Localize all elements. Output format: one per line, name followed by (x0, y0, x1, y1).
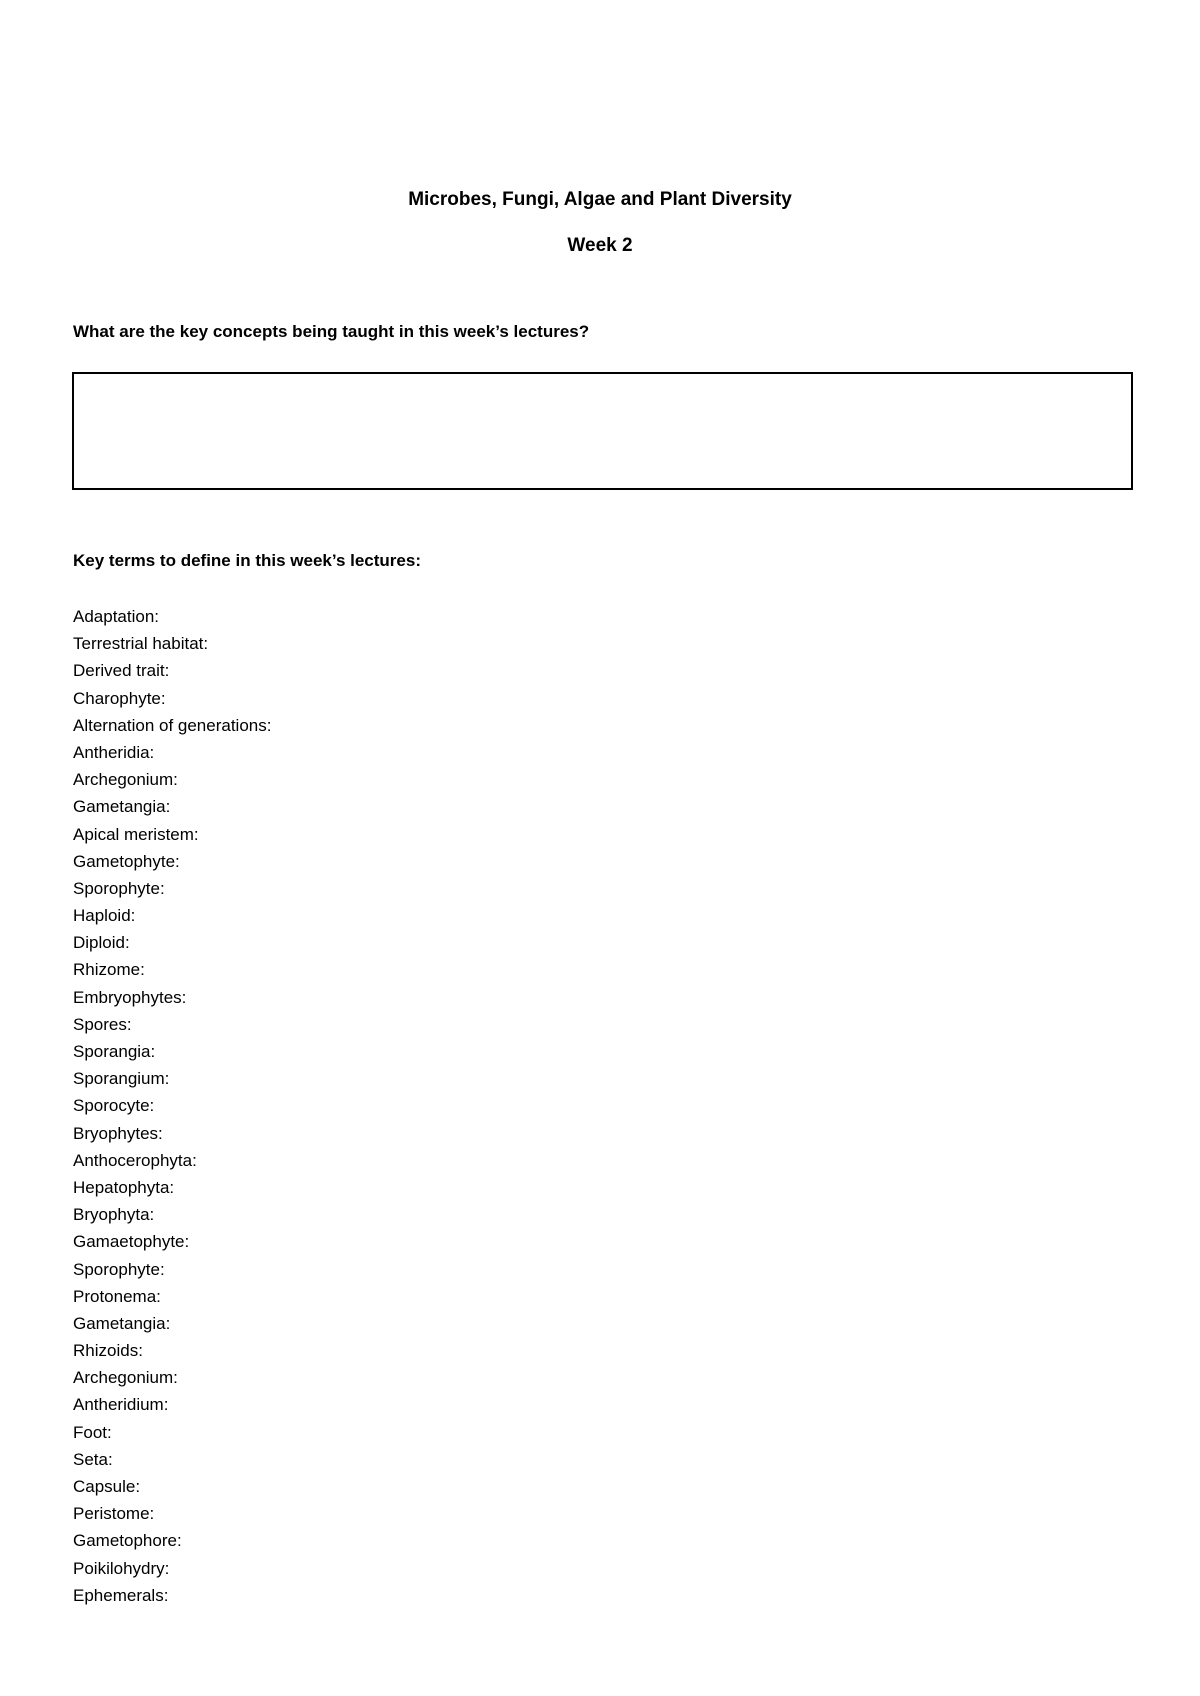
key-term-item: Ephemerals: (73, 1585, 169, 1605)
key-terms-heading: Key terms to define in this week’s lectures: (73, 551, 421, 570)
key-term-item: Rhizome: (73, 960, 145, 980)
key-term-item: Sporangia: (73, 1042, 156, 1061)
key-term-item: Gametophyte: (73, 851, 180, 871)
key-term-item: Hepatophyta: (73, 1177, 175, 1197)
key-term-item: Seta: (73, 1449, 113, 1469)
key-term-item: Antheridia: (73, 742, 155, 762)
document-subtitle: Week 2 (567, 235, 633, 256)
key-term-item: Bryophytes: (73, 1123, 163, 1143)
key-term-item: Sporocyte: (73, 1096, 155, 1116)
key-term-item: Gametangia: (73, 797, 171, 817)
key-term-item: Archegonium: (73, 770, 178, 790)
key-term-item: Sporophyte: (73, 878, 165, 898)
key-term-item: Archegonium: (73, 1368, 178, 1388)
key-concepts-answer-box[interactable] (72, 372, 1133, 490)
key-term-item: Gametangia: (73, 1313, 171, 1333)
key-term-item: Protonema: (73, 1286, 161, 1306)
key-terms-list (73, 603, 271, 1609)
key-term-item: Charophyte: (73, 688, 166, 708)
key-term-item: Poikilohydry: (73, 1558, 170, 1578)
key-term-item: Capsule: (73, 1477, 141, 1496)
key-term-item: Antheridium: (73, 1395, 169, 1415)
key-term-item: Derived trait: (73, 661, 170, 681)
key-term-item: Anthocerophyta: (73, 1150, 197, 1170)
key-term-item: Adaptation: (73, 607, 160, 626)
key-term-item: Sporangium: (73, 1069, 170, 1089)
key-term-item: Foot: (73, 1422, 112, 1442)
key-term-item: Gamaetophyte: (73, 1232, 190, 1252)
key-term-item: Embryophytes: (73, 987, 187, 1007)
key-term-item: Bryophyta: (73, 1205, 155, 1225)
key-term-item: Sporophyte: (73, 1259, 165, 1279)
key-term-item: Terrestrial habitat: (73, 634, 209, 654)
key-term-item: Alternation of generations: (73, 715, 272, 735)
key-term-item: Gametophore: (73, 1531, 182, 1551)
document-title: Microbes, Fungi, Algae and Plant Diversity (408, 189, 792, 210)
key-concepts-question: What are the key concepts being taught in this week’s lectures? (73, 322, 590, 341)
key-term-item: Diploid: (73, 933, 130, 953)
key-term-item: Peristome: (73, 1504, 155, 1524)
key-term-item: Apical meristem: (73, 824, 199, 844)
key-term-item: Rhizoids: (73, 1341, 143, 1361)
key-term-item: Spores: (73, 1014, 132, 1034)
key-term-item: Haploid: (73, 906, 136, 926)
